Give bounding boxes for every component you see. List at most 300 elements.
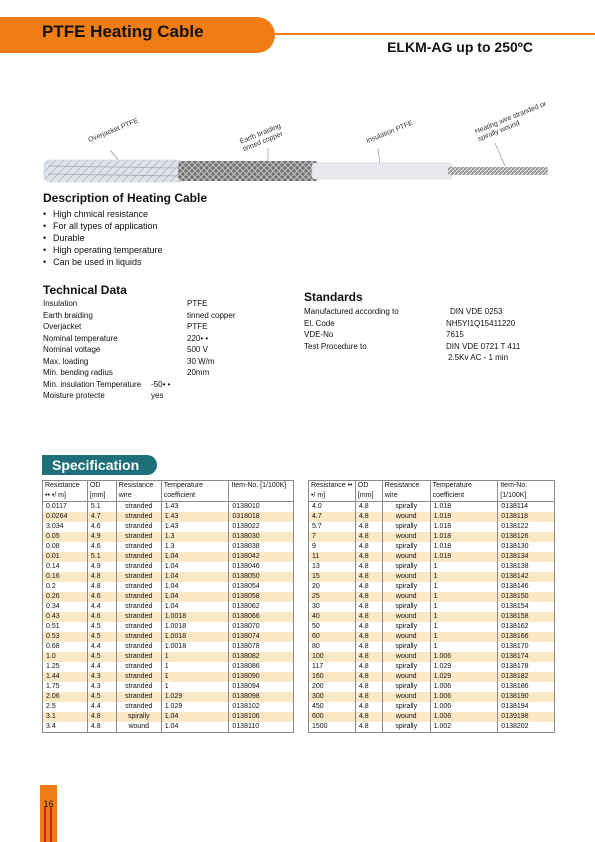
table-row xyxy=(43,662,294,672)
table-cell: 4.8 xyxy=(355,622,382,632)
table-cell: 0138170 xyxy=(498,642,555,652)
table-cell: 0138078 xyxy=(229,642,294,652)
table-cell: stranded xyxy=(116,702,161,712)
table-cell: 4.8 xyxy=(355,572,382,582)
page-marker xyxy=(40,785,57,842)
table-cell: spirally xyxy=(382,702,430,712)
table-cell: 4.8 xyxy=(87,712,116,722)
table-cell: 0138098 xyxy=(229,692,294,702)
table-cell: 50 xyxy=(309,622,356,632)
table-row xyxy=(43,622,294,632)
table-row xyxy=(309,522,555,532)
table-row xyxy=(309,512,555,522)
table-row xyxy=(43,652,294,662)
table-cell: wound xyxy=(382,692,430,702)
table-row xyxy=(43,602,294,612)
table-cell: 4.8 xyxy=(355,662,382,672)
table-cell: 0138086 xyxy=(229,662,294,672)
table-cell: 0.43 xyxy=(43,612,88,622)
description-title: Description of Heating Cable xyxy=(43,191,208,205)
table-row xyxy=(43,532,294,542)
table-row xyxy=(43,632,294,642)
table-cell: 9 xyxy=(309,542,356,552)
table-cell: 1.0 xyxy=(43,652,88,662)
table-cell: 0138130 xyxy=(498,542,555,552)
table-row xyxy=(43,702,294,712)
table-row xyxy=(309,722,555,733)
table-cell: 4.8 xyxy=(355,712,382,722)
table-cell: 4.8 xyxy=(355,652,382,662)
table-row xyxy=(43,522,294,532)
table-row xyxy=(43,592,294,602)
tech-value: PTFE xyxy=(187,322,208,331)
table-row xyxy=(309,532,555,542)
table-cell: 1.04 xyxy=(161,722,229,733)
table-cell: 1 xyxy=(430,642,498,652)
table-row xyxy=(309,652,555,662)
table-cell: 4.8 xyxy=(355,682,382,692)
standard-key: El. Code xyxy=(304,318,335,328)
table-cell: 0138138 xyxy=(498,562,555,572)
table-cell: spirally xyxy=(382,622,430,632)
table-cell: 4.8 xyxy=(355,702,382,712)
table-cell: spirally xyxy=(382,522,430,532)
table-cell: 4.0 xyxy=(309,502,356,513)
table-cell: stranded xyxy=(116,682,161,692)
table-cell: 1.04 xyxy=(161,562,229,572)
table-cell: 0138070 xyxy=(229,622,294,632)
table-row xyxy=(309,642,555,652)
table-cell: 4.8 xyxy=(355,562,382,572)
tech-value: 20mm xyxy=(187,368,210,377)
table-cell: 0.0264 xyxy=(43,512,88,522)
table-cell: 1.018 xyxy=(430,502,498,513)
table-cell: 0.26 xyxy=(43,592,88,602)
table-row xyxy=(43,552,294,562)
table-cell: 0138058 xyxy=(229,592,294,602)
list-item: • For all types of application xyxy=(43,220,163,232)
table-cell: 4.7 xyxy=(309,512,356,522)
table-cell: 4.8 xyxy=(355,672,382,682)
table-row xyxy=(43,672,294,682)
table-cell: 1 xyxy=(161,672,229,682)
table-cell: 1.0018 xyxy=(161,632,229,642)
table-cell: 4.9 xyxy=(87,532,116,542)
tech-key: Max. loading xyxy=(43,356,89,366)
table-cell: stranded xyxy=(116,642,161,652)
tech-key: Earth braiding xyxy=(43,310,93,320)
table-cell: 4.8 xyxy=(87,722,116,733)
table-cell: 1.3 xyxy=(161,532,229,542)
table-row xyxy=(309,672,555,682)
table-cell: 1.04 xyxy=(161,592,229,602)
table-row xyxy=(309,542,555,552)
table-cell: wound xyxy=(382,712,430,722)
page-title: PTFE Heating Cable xyxy=(42,22,204,41)
table-cell: 5.1 xyxy=(87,552,116,562)
table-cell: 1 xyxy=(430,572,498,582)
table-cell: spirally xyxy=(382,542,430,552)
col-header-temp-coeff: Temperature coefficient xyxy=(161,481,229,502)
table-cell: 0.2 xyxy=(43,582,88,592)
table-row xyxy=(43,612,294,622)
table-cell: 1.75 xyxy=(43,682,88,692)
table-cell: 0318018 xyxy=(229,512,294,522)
table-cell: 1.43 xyxy=(161,522,229,532)
specification-title: Specification xyxy=(52,457,140,473)
table-cell: stranded xyxy=(116,562,161,572)
table-cell: 0138114 xyxy=(498,502,555,513)
table-cell: 4.8 xyxy=(355,632,382,642)
table-cell: 4.8 xyxy=(355,592,382,602)
table-cell: 1500 xyxy=(309,722,356,733)
table-cell: stranded xyxy=(116,662,161,672)
label-earth-braiding: Earth braiding tinned copper xyxy=(239,122,284,154)
table-cell: stranded xyxy=(116,582,161,592)
table-cell: 160 xyxy=(309,672,356,682)
table-cell: 1 xyxy=(430,582,498,592)
table-cell: 4.5 xyxy=(87,652,116,662)
table-cell: 4.4 xyxy=(87,642,116,652)
table-cell: stranded xyxy=(116,522,161,532)
table-cell: spirally xyxy=(382,682,430,692)
table-row xyxy=(309,632,555,642)
table-cell: stranded xyxy=(116,632,161,642)
table-cell: wound xyxy=(382,532,430,542)
table-cell: wound xyxy=(382,592,430,602)
table-cell: 1.018 xyxy=(430,552,498,562)
table-row xyxy=(43,682,294,692)
table-row xyxy=(43,562,294,572)
tech-key: Moisture protecte xyxy=(43,391,105,400)
table-cell: 1.04 xyxy=(161,572,229,582)
col-header-item-no: Item-No. [1/100K] xyxy=(229,481,294,502)
table-cell: wound xyxy=(382,672,430,682)
table-row xyxy=(309,582,555,592)
table-row xyxy=(43,502,294,513)
table-cell: 3.4 xyxy=(43,722,88,733)
table-cell: 0138190 xyxy=(498,692,555,702)
table-cell: 4.8 xyxy=(87,582,116,592)
table-cell: spirally xyxy=(382,562,430,572)
table-cell: 1.029 xyxy=(161,692,229,702)
tech-value: PTFE xyxy=(187,299,208,308)
table-cell: spirally xyxy=(382,662,430,672)
table-cell: 0.08 xyxy=(43,542,88,552)
table-cell: 4.6 xyxy=(87,612,116,622)
tech-value: tinned copper xyxy=(187,310,236,320)
standard-value: NH5YI1Q15411220 xyxy=(446,318,516,328)
table-cell: 4.9 xyxy=(87,562,116,572)
table-cell: 11 xyxy=(309,552,356,562)
tech-value: 500 V xyxy=(187,345,208,354)
label-heating-wire: Heating wire stranded or spirally wound xyxy=(474,100,548,144)
table-cell: 1.006 xyxy=(430,682,498,692)
table-cell: spirally xyxy=(382,642,430,652)
page-number: 16 xyxy=(43,799,54,809)
table-cell: 1.04 xyxy=(161,552,229,562)
list-item: • High chmical resistance xyxy=(43,208,163,220)
table-cell: 0.51 xyxy=(43,622,88,632)
table-cell: stranded xyxy=(116,602,161,612)
table-cell: 40 xyxy=(309,612,356,622)
table-cell: 4.4 xyxy=(87,662,116,672)
table-cell: 1 xyxy=(161,682,229,692)
table-cell: 0138194 xyxy=(498,702,555,712)
table-row xyxy=(309,592,555,602)
table-cell: 4.8 xyxy=(355,642,382,652)
table-cell: 0138162 xyxy=(498,622,555,632)
table-cell: 0138202 xyxy=(498,722,555,733)
table-row xyxy=(309,572,555,582)
table-cell: 0.68 xyxy=(43,642,88,652)
table-cell: 0.14 xyxy=(43,562,88,572)
table-cell: 0138110 xyxy=(229,722,294,733)
table-cell: 0138146 xyxy=(498,582,555,592)
table-cell: 1.018 xyxy=(430,522,498,532)
table-row xyxy=(43,542,294,552)
table-cell: 1 xyxy=(430,632,498,642)
table-cell: stranded xyxy=(116,692,161,702)
standard-value: 7615 xyxy=(446,330,464,339)
table-cell: 0138082 xyxy=(229,652,294,662)
table-cell: 4.3 xyxy=(87,672,116,682)
table-cell: spirally xyxy=(382,502,430,513)
standards-data xyxy=(304,306,564,364)
table-cell: 0138158 xyxy=(498,612,555,622)
tech-key: Min. bending radius xyxy=(43,368,113,377)
list-item: • Can be used in liquids xyxy=(43,256,163,268)
table-cell: 0138102 xyxy=(229,702,294,712)
table-cell: 0138010 xyxy=(229,502,294,513)
table-cell: 4.4 xyxy=(87,602,116,612)
table-cell: 0138142 xyxy=(498,572,555,582)
table-row xyxy=(43,582,294,592)
table-cell: 1.0018 xyxy=(161,642,229,652)
table-cell: 450 xyxy=(309,702,356,712)
table-cell: 4.8 xyxy=(355,692,382,702)
table-cell: 0138182 xyxy=(498,672,555,682)
table-row xyxy=(43,512,294,522)
table-cell: 0138174 xyxy=(498,652,555,662)
standards-title: Standards xyxy=(304,290,363,304)
table-cell: 0138066 xyxy=(229,612,294,622)
table-row xyxy=(309,602,555,612)
table-row xyxy=(309,682,555,692)
table-cell: 4.3 xyxy=(87,682,116,692)
table-cell: 1.0018 xyxy=(161,622,229,632)
table-cell: 20 xyxy=(309,582,356,592)
table-cell: 2.06 xyxy=(43,692,88,702)
table-cell: 4.8 xyxy=(355,512,382,522)
table-cell: wound xyxy=(382,572,430,582)
table-cell: spirally xyxy=(382,722,430,733)
page-marker-stripe xyxy=(50,807,52,842)
table-cell: 1.04 xyxy=(161,582,229,592)
table-cell: 0138062 xyxy=(229,602,294,612)
page-marker-stripe xyxy=(44,807,46,842)
table-cell: 4.8 xyxy=(355,612,382,622)
table-cell: 4.5 xyxy=(87,692,116,702)
table-cell: 0138090 xyxy=(229,672,294,682)
table-cell: 0138046 xyxy=(229,562,294,572)
table-cell: 13 xyxy=(309,562,356,572)
table-cell: 1.3 xyxy=(161,542,229,552)
table-cell: 1.029 xyxy=(430,662,498,672)
table-cell: 0.05 xyxy=(43,532,88,542)
label-insulation: Insulation PTFE xyxy=(365,119,415,145)
table-cell: 0138178 xyxy=(498,662,555,672)
tech-key: Overjacket xyxy=(43,322,82,331)
table-cell: 4.6 xyxy=(87,592,116,602)
table-cell: 1 xyxy=(430,562,498,572)
table-cell: spirally xyxy=(116,712,161,722)
table-cell: 1.029 xyxy=(430,672,498,682)
tech-value: 30 W/m xyxy=(187,356,215,366)
list-item: • High operating temperature xyxy=(43,244,163,256)
table-cell: 0138030 xyxy=(229,532,294,542)
table-cell: 2.5 xyxy=(43,702,88,712)
table-cell: 1.04 xyxy=(161,602,229,612)
table-row xyxy=(309,662,555,672)
table-cell: 117 xyxy=(309,662,356,672)
table-cell: 1 xyxy=(430,602,498,612)
table-cell: 5.1 xyxy=(87,502,116,513)
table-cell: stranded xyxy=(116,552,161,562)
table-cell: 0138154 xyxy=(498,602,555,612)
table-cell: 0138042 xyxy=(229,552,294,562)
table-cell: 0138122 xyxy=(498,522,555,532)
table-cell: spirally xyxy=(382,602,430,612)
table-cell: 200 xyxy=(309,682,356,692)
tech-key: Nominal temperature xyxy=(43,333,118,343)
table-cell: 1 xyxy=(161,652,229,662)
table-cell: 0138038 xyxy=(229,542,294,552)
product-subtitle: ELKM-AG up to 250ºC xyxy=(387,39,533,55)
table-cell: 1.006 xyxy=(430,712,498,722)
table-cell: 4.8 xyxy=(355,602,382,612)
table-cell: stranded xyxy=(116,612,161,622)
table-cell: 15 xyxy=(309,572,356,582)
spec-table-left xyxy=(42,480,294,733)
table-cell: 0138186 xyxy=(498,682,555,692)
description-list xyxy=(43,208,163,268)
table-cell: 0138050 xyxy=(229,572,294,582)
table-cell: 1.0018 xyxy=(161,612,229,622)
table-cell: 600 xyxy=(309,712,356,722)
table-cell: 100 xyxy=(309,652,356,662)
table-cell: 1.44 xyxy=(43,672,88,682)
table-cell: 0138106 xyxy=(229,712,294,722)
table-cell: wound xyxy=(382,612,430,622)
table-row xyxy=(43,642,294,652)
table-row xyxy=(309,712,555,722)
table-cell: stranded xyxy=(116,542,161,552)
col-header-od: OD [mm] xyxy=(87,481,116,502)
table-row xyxy=(43,712,294,722)
table-cell: wound xyxy=(382,632,430,642)
table-cell: 0138074 xyxy=(229,632,294,642)
standard-key: VDE-No xyxy=(304,330,334,339)
table-cell: 4.4 xyxy=(87,702,116,712)
table-cell: 4.8 xyxy=(355,722,382,733)
table-cell: stranded xyxy=(116,672,161,682)
list-item: • Durable xyxy=(43,232,163,244)
table-cell: 0138094 xyxy=(229,682,294,692)
table-cell: 4.7 xyxy=(87,512,116,522)
table-cell: 1 xyxy=(161,662,229,672)
table-cell: 1.002 xyxy=(430,722,498,733)
table-cell: stranded xyxy=(116,512,161,522)
table-cell: 1.018 xyxy=(430,512,498,522)
table-cell: 0138118 xyxy=(498,512,555,522)
table-cell: 0.16 xyxy=(43,572,88,582)
table-cell: 4.8 xyxy=(355,542,382,552)
table-cell: 4.8 xyxy=(355,582,382,592)
table-cell: 1 xyxy=(430,592,498,602)
table-cell: wound xyxy=(382,652,430,662)
technical-data xyxy=(43,298,293,402)
table-cell: stranded xyxy=(116,622,161,632)
table-cell: 60 xyxy=(309,632,356,642)
tech-key: Min. insulation Temperature xyxy=(43,379,142,389)
table-cell: 5.7 xyxy=(309,522,356,532)
table-cell: stranded xyxy=(116,572,161,582)
table-cell: 0138134 xyxy=(498,552,555,562)
table-cell: 1.25 xyxy=(43,662,88,672)
table-cell: 1 xyxy=(430,612,498,622)
table-row xyxy=(309,622,555,632)
table-cell: 0.0117 xyxy=(43,502,88,513)
table-cell: 0138054 xyxy=(229,582,294,592)
tech-key: Nominal voltage xyxy=(43,345,101,354)
table-cell: 0138150 xyxy=(498,592,555,602)
table-cell: 1.006 xyxy=(430,692,498,702)
table-cell: 1.43 xyxy=(161,502,229,513)
table-cell: 25 xyxy=(309,592,356,602)
table-cell: 80 xyxy=(309,642,356,652)
col-header-item-no: Item-No. [1/100K] xyxy=(498,481,555,502)
standard-key: Manufactured according to xyxy=(304,307,399,316)
table-cell: 0139198 xyxy=(498,712,555,722)
table-cell: 1.029 xyxy=(161,702,229,712)
technical-title: Technical Data xyxy=(43,283,127,297)
table-cell: wound xyxy=(382,512,430,522)
table-cell: 7 xyxy=(309,532,356,542)
tech-value: -50• • xyxy=(151,379,171,389)
label-overjacket: Overjacket PTFE xyxy=(87,117,140,144)
table-cell: 3.034 xyxy=(43,522,88,532)
table-cell: 4.5 xyxy=(87,622,116,632)
table-cell: wound xyxy=(116,722,161,733)
table-cell: 0.34 xyxy=(43,602,88,612)
spec-table-right xyxy=(308,480,555,733)
table-row xyxy=(309,692,555,702)
table-cell: 0138166 xyxy=(498,632,555,642)
col-header-od: OD [mm] xyxy=(355,481,382,502)
table-row xyxy=(309,502,555,513)
table-cell: 1.006 xyxy=(430,652,498,662)
standard-value: DIN VDE 0253 xyxy=(450,307,503,316)
table-row xyxy=(309,612,555,622)
col-header-temp-coeff: Temperature coefficient xyxy=(430,481,498,502)
table-cell: stranded xyxy=(116,502,161,513)
table-cell: stranded xyxy=(116,592,161,602)
standard-key: Test Procedure to xyxy=(304,341,367,351)
col-header-resistance: Resistance •• •/ m] xyxy=(309,481,356,502)
table-cell: stranded xyxy=(116,532,161,542)
table-cell: 4.6 xyxy=(87,522,116,532)
